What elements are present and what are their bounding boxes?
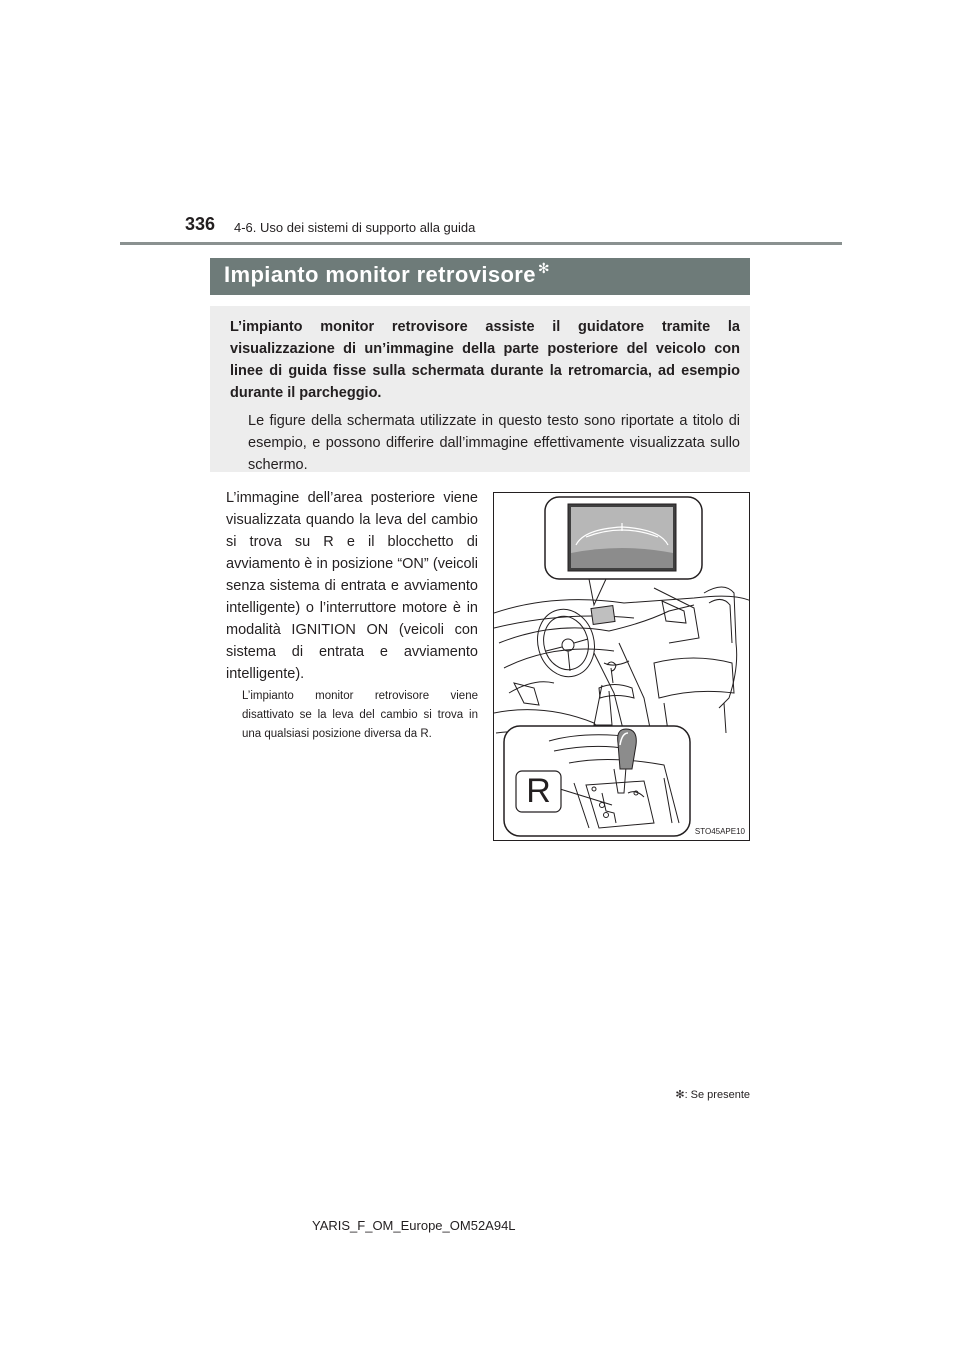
gear-knob <box>618 729 637 769</box>
footnote-marker: ✻ <box>675 1089 685 1101</box>
header-rule <box>120 242 842 245</box>
intro-box <box>210 306 750 472</box>
page-title: Impianto monitor retrovisore <box>224 262 536 287</box>
intro-note: Le figure della schermata utilizzate in questo testo sono riportate a titolo di esempio, e possono differire dall’immagine effettivamente visualizzata sullo schermo. <box>248 413 740 473</box>
figure-code: STO45APE10 <box>694 827 745 836</box>
body-note: L’impianto monitor retrovisore viene disattivato se la leva del cambio si trova in una qualsiasi posizione diversa da R. <box>242 690 478 740</box>
section-heading: 4-6. Uso dei sistemi di supporto alla guida <box>234 220 476 235</box>
document-id: YARIS_F_OM_Europe_OM52A94L <box>312 1218 516 1233</box>
dashboard-illustration <box>493 492 750 841</box>
intro-text: L’impianto monitor retrovisore assiste il guidatore tramite la visualizzazione di un’immagine della parte posteriore del veicolo con linee di guida fisse sulla schermata durante la retromarcia, ad esempio durante il parcheggio. <box>230 319 740 401</box>
footnote-text: : Se presente <box>684 1089 750 1101</box>
body-paragraph: L’immagine dell’area posteriore viene visualizzata quando la leva del cambio si trova su R e il blocchetto di avviamento è in posizione “ON” (veicoli senza sistema di entrata e avviamento intelligente) o l’interruttore motore è in modalità IGNITION ON (veicoli con sistema di entrata e avviamento intelligente). <box>226 490 478 682</box>
gear-r-label: R <box>526 772 551 810</box>
footnote <box>675 1088 750 1101</box>
title-bar <box>210 258 750 295</box>
page-number: 336 <box>185 214 216 234</box>
optional-marker: ✻ <box>537 260 551 276</box>
